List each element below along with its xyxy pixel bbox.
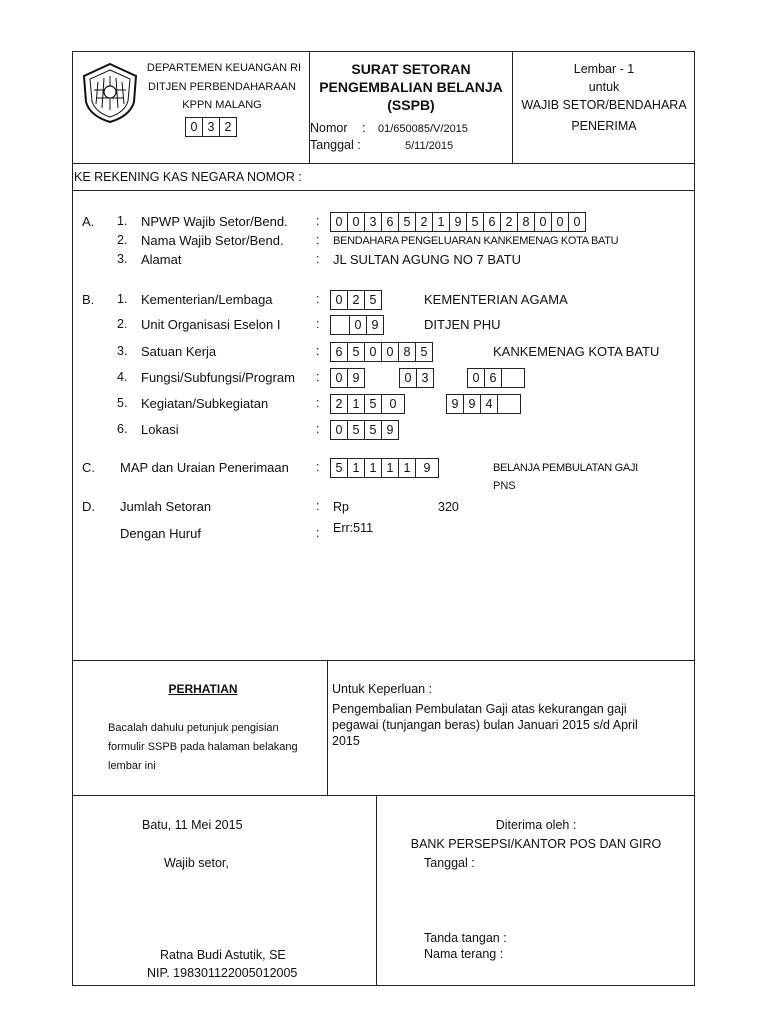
b6-colon: : (316, 422, 320, 436)
dept-line2: DITJEN PERBENDAHARAAN (148, 81, 296, 93)
code-box: 0 (349, 315, 367, 335)
code-box: 9 (446, 394, 464, 414)
a1-num: 1. (117, 214, 128, 228)
garuda-emblem-icon (80, 62, 140, 124)
code-box: 0 (330, 420, 348, 440)
keperluan-line2: pegawai (tunjangan beras) bulan Januari 2015 s/d April (332, 718, 638, 732)
code-box: 9 (415, 458, 439, 478)
code-box: 1 (347, 394, 365, 414)
a3-colon: : (316, 252, 320, 266)
c-desc-line2: PNS (493, 480, 516, 492)
code-box: 1 (432, 212, 450, 232)
b5-label: Kegiatan/Subkegiatan (141, 396, 269, 411)
code-box: 6 (484, 368, 502, 388)
received-by: Diterima oleh : (495, 818, 577, 832)
sheet-line4: PENERIMA (571, 119, 637, 133)
b3-label: Satuan Kerja (141, 344, 217, 359)
b6-label: Lokasi (141, 422, 179, 437)
d-amount: 320 (438, 500, 459, 514)
code-box: 9 (449, 212, 467, 232)
b2-colon: : (316, 317, 320, 331)
b2-num: 2. (117, 317, 128, 331)
b4-label: Fungsi/Subfungsi/Program (141, 370, 295, 385)
a2-num: 2. (117, 233, 128, 247)
code-box: 0 (551, 212, 569, 232)
b1-desc: KEMENTERIAN AGAMA (424, 292, 568, 307)
b3-num: 3. (117, 344, 128, 358)
sign-nip: NIP. 198301122005012005 (147, 966, 298, 980)
code-box: 0 (381, 342, 399, 362)
section-c-letter: C. (82, 460, 95, 475)
d-huruf-label: Dengan Huruf (120, 526, 201, 541)
code-box: 9 (366, 315, 384, 335)
sign-name: Ratna Budi Astutik, SE (160, 948, 286, 962)
code-box: 5 (364, 290, 382, 310)
code-box: 5 (364, 394, 382, 414)
b1-num: 1. (117, 292, 128, 306)
d-huruf-colon: : (316, 526, 320, 540)
code-box: 2 (219, 117, 237, 137)
code-box (497, 394, 521, 414)
a1-label: NPWP Wajib Setor/Bend. (141, 214, 288, 229)
code-box: 0 (185, 117, 203, 137)
npwp-boxes (330, 212, 586, 232)
perhatian-line2: formulir SSPB pada halaman belakang (108, 741, 298, 753)
kl-code-boxes (330, 290, 382, 310)
code-box: 9 (381, 420, 399, 440)
sheet-line1: Lembar - 1 (573, 62, 635, 76)
keperluan-line3: 2015 (332, 734, 360, 748)
b3-colon: : (316, 344, 320, 358)
b5-num: 5. (117, 396, 128, 410)
b1-colon: : (316, 292, 320, 306)
b3-desc: KANKEMENAG KOTA BATU (493, 344, 660, 359)
tanda-tangan: Tanda tangan : (424, 931, 507, 945)
a2-colon: : (316, 233, 320, 247)
code-box: 2 (330, 394, 348, 414)
a2-label: Nama Wajib Setor/Bend. (141, 233, 284, 248)
code-box: 8 (517, 212, 535, 232)
eselon-code-boxes (330, 315, 384, 335)
code-box: 6 (381, 212, 399, 232)
a3-value: JL SULTAN AGUNG NO 7 BATU (333, 252, 522, 267)
sign-role: Wajib setor, (164, 856, 229, 870)
tanggal-value: 5/11/2015 (405, 140, 454, 152)
code-box: 0 (568, 212, 586, 232)
code-box: 0 (330, 290, 348, 310)
code-box: 2 (347, 290, 365, 310)
code-box: 1 (398, 458, 416, 478)
a3-num: 3. (117, 252, 128, 266)
header-bottom-line (72, 163, 695, 164)
notes-divider (327, 660, 328, 795)
code-box: 2 (500, 212, 518, 232)
code-box: 5 (466, 212, 484, 232)
code-box: 0 (467, 368, 485, 388)
code-box: 0 (534, 212, 552, 232)
rekening-bottom-line (72, 190, 695, 191)
b4-num: 4. (117, 370, 128, 384)
code-box: 6 (483, 212, 501, 232)
lokasi-code-boxes (330, 420, 399, 440)
signature-top-line (72, 795, 695, 796)
a2-value: BENDAHARA PENGELUARAN KANKEMENAG KOTA BATU (333, 235, 619, 247)
c-desc-line1: BELANJA PEMBULATAN GAJI (493, 462, 638, 474)
code-box: 6 (330, 342, 348, 362)
dept-line3: KPPN MALANG (182, 99, 262, 111)
d-currency: Rp (333, 500, 349, 514)
title-line2: PENGEMBALIAN BELANJA (319, 79, 503, 95)
section-d-letter: D. (82, 499, 95, 514)
keperluan-line1: Pengembalian Pembulatan Gaji atas kekurangan gaji (332, 702, 627, 716)
b6-num: 6. (117, 422, 128, 436)
sheet-line2: untuk (588, 80, 620, 94)
perhatian-line3: lembar ini (108, 760, 156, 772)
code-box: 9 (347, 368, 365, 388)
rekening-label: KE REKENING KAS NEGARA NOMOR : (74, 170, 302, 184)
c-colon: : (316, 460, 320, 474)
sign-place-date: Batu, 11 Mei 2015 (142, 818, 243, 832)
code-box: 0 (330, 212, 348, 232)
code-box: 1 (364, 458, 382, 478)
keperluan-label: Untuk Keperluan : (332, 682, 433, 696)
title-line1: SURAT SETORAN (351, 61, 471, 77)
d-colon: : (316, 499, 320, 513)
code-box: 5 (347, 420, 365, 440)
sheet-line3: WAJIB SETOR/BENDAHARA (521, 98, 687, 112)
code-box: 9 (463, 394, 481, 414)
code-box: 5 (347, 342, 365, 362)
bank-tanggal: Tanggal : (424, 856, 475, 870)
section-a-letter: A. (82, 214, 95, 229)
code-box (330, 315, 350, 335)
kegiatan-code-boxes (330, 394, 405, 414)
b2-desc: DITJEN PHU (424, 317, 501, 332)
code-box: 0 (399, 368, 417, 388)
notes-top-line (72, 660, 695, 661)
code-box: 5 (415, 342, 433, 362)
code-box: 3 (202, 117, 220, 137)
b1-label: Kementerian/Lembaga (141, 292, 273, 307)
d-huruf-value: Err:511 (333, 521, 374, 535)
a3-label: Alamat (141, 252, 182, 267)
kppn-code-boxes (185, 117, 237, 137)
program-code-boxes (467, 368, 525, 388)
code-box: 5 (364, 420, 382, 440)
section-b-letter: B. (82, 292, 95, 307)
code-box: 0 (330, 368, 348, 388)
bank-name: BANK PERSEPSI/KANTOR POS DAN GIRO (410, 837, 662, 851)
code-box: 1 (381, 458, 399, 478)
fungsi-code-boxes (330, 368, 365, 388)
nomor-label: Nomor (310, 121, 348, 135)
code-box: 3 (364, 212, 382, 232)
perhatian-title: PERHATIAN (168, 682, 238, 696)
a1-colon: : (316, 214, 320, 228)
b2-label: Unit Organisasi Eselon I (141, 317, 281, 332)
nomor-value: 01/650085/V/2015 (378, 123, 468, 135)
dept-line1: DEPARTEMEN KEUANGAN RI (146, 62, 302, 74)
nomor-colon: : (362, 121, 366, 135)
tanggal-label: Tanggal : (310, 138, 361, 152)
code-box (501, 368, 525, 388)
code-box: 5 (398, 212, 416, 232)
code-box: 0 (347, 212, 365, 232)
perhatian-line1: Bacalah dahulu petunjuk pengisian (108, 722, 279, 734)
b4-colon: : (316, 370, 320, 384)
subkegiatan-code-boxes (446, 394, 521, 414)
code-box: 0 (381, 394, 405, 414)
code-box: 3 (416, 368, 434, 388)
d-label: Jumlah Setoran (120, 499, 212, 514)
code-box: 1 (347, 458, 365, 478)
code-box: 4 (480, 394, 498, 414)
b5-colon: : (316, 396, 320, 410)
title-line3: (SSPB) (387, 97, 435, 113)
satker-code-boxes (330, 342, 433, 362)
code-box: 2 (415, 212, 433, 232)
subfungsi-code-boxes (399, 368, 434, 388)
c-label: MAP dan Uraian Penerimaan (120, 460, 289, 475)
nama-terang: Nama terang : (424, 947, 504, 961)
signature-divider (376, 795, 377, 986)
code-box: 5 (330, 458, 348, 478)
map-code-boxes (330, 458, 439, 478)
code-box: 0 (364, 342, 382, 362)
code-box: 8 (398, 342, 416, 362)
